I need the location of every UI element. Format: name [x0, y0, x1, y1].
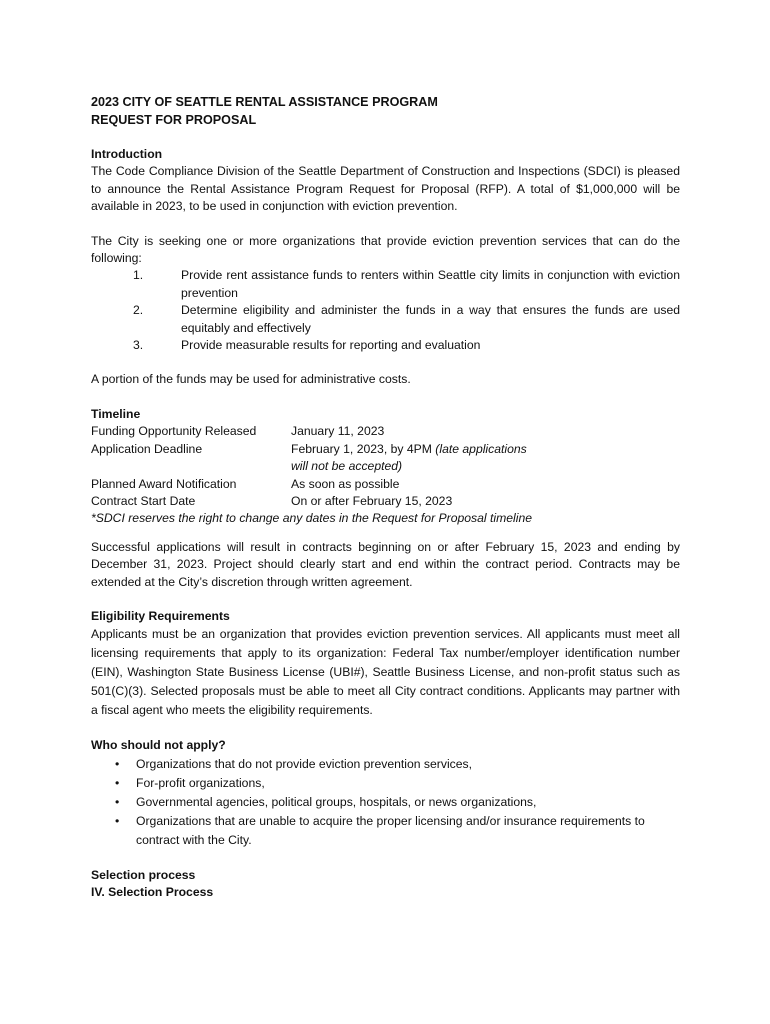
list-number: 3. [133, 338, 144, 353]
selection-heading: Selection process [91, 867, 196, 882]
list-item [91, 812, 680, 850]
timeline-row [91, 423, 680, 440]
bullet-icon: • [115, 775, 120, 790]
timeline-value: January 11, 2023 [291, 424, 385, 439]
timeline-row [91, 441, 680, 476]
timeline-value: On or after February 15, 2023 [291, 493, 453, 508]
timeline-label: Planned Award Notification [91, 476, 237, 491]
document-body [91, 93, 680, 902]
list-text: Determine eligibility and administer the funds in a way that ensures the funds are used equitably and effectively [181, 303, 680, 335]
timeline-label: Contract Start Date [91, 493, 196, 508]
list-text: Organizations that do not provide eviction prevention services, [136, 756, 473, 771]
list-item [91, 793, 680, 812]
list-item [91, 755, 680, 774]
not-apply-list [91, 755, 680, 850]
bullet-icon: • [115, 794, 120, 809]
list-item [91, 267, 680, 302]
timeline-value-wrap [291, 441, 541, 476]
timeline-value: February 1, 2023, by 4PM [291, 441, 436, 456]
timeline-row [91, 476, 680, 493]
list-text: For-profit organizations, [136, 775, 265, 790]
list-text: Provide rent assistance funds to renters within Seattle city limits in conjunction with eviction prevention [181, 268, 680, 300]
timeline-note: (late applications will not be accepted) [291, 441, 527, 474]
list-text: Provide measurable results for reporting and evaluation [181, 338, 481, 353]
timeline-label: Application Deadline [91, 441, 203, 456]
list-text: Organizations that are unable to acquire the proper licensing and/or insurance requirements to contract with the City. [136, 813, 645, 847]
document-title: 2023 CITY OF SEATTLE RENTAL ASSISTANCE PROGRAM [91, 95, 438, 109]
timeline-label: Funding Opportunity Released [91, 424, 257, 439]
eligibility-paragraph: Applicants must be an organization that provides eviction prevention services. All applicants must meet all licensing requirements that apply to its organization: Federal Tax number/employer identification number (EIN), Washington State Business License (UBI#), Seattle Business License, and non-profit status such as 501(C)(3). Selected proposals must be able to meet all City contract conditions. Applicants may partner with a fiscal agent who meets the eligibility requirements. [91, 627, 680, 718]
timeline-disclaimer: *SDCI reserves the right to change any dates in the Request for Proposal timeline [91, 511, 533, 526]
seeking-paragraph: The City is seeking one or more organizations that provide eviction prevention services that can do the following: [91, 233, 680, 266]
services-list [91, 267, 680, 354]
selection-subheading: IV. Selection Process [91, 885, 214, 900]
introduction-paragraph: The Code Compliance Division of the Seattle Department of Construction and Inspections (SDCI) is pleased to announce the Rental Assistance Program Request for Proposal (RFP). A total of $1,000,000 will be available in 2023, to be used in conjunction with eviction prevention. [91, 164, 680, 214]
timeline-heading: Timeline [91, 406, 141, 421]
admin-costs-paragraph: A portion of the funds may be used for administrative costs. [91, 372, 411, 387]
bullet-icon: • [115, 756, 120, 771]
eligibility-heading: Eligibility Requirements [91, 608, 230, 623]
document-subtitle: REQUEST FOR PROPOSAL [91, 113, 257, 127]
not-apply-heading: Who should not apply? [91, 738, 226, 753]
contracts-paragraph: Successful applications will result in contracts beginning on or after February 15, 2023 and ending by December 31, 2023. Project should clearly start and end within the contract period. Contracts may be extended at the City’s discretion through written agreement. [91, 539, 680, 589]
list-number: 2. [133, 303, 144, 318]
list-item [91, 774, 680, 793]
list-item [91, 302, 680, 337]
list-text: Governmental agencies, political groups, hospitals, or news organizations, [136, 794, 537, 809]
introduction-heading: Introduction [91, 147, 163, 161]
timeline-value: As soon as possible [291, 476, 400, 491]
timeline-row [91, 493, 680, 510]
bullet-icon: • [115, 813, 120, 828]
list-number: 1. [133, 268, 144, 283]
list-item [91, 337, 680, 354]
